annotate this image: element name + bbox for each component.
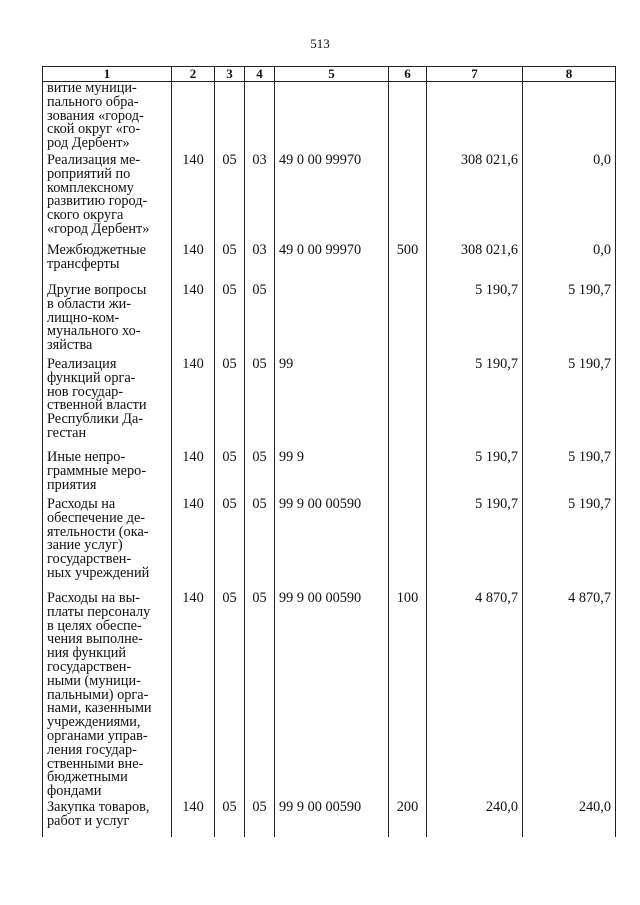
cell-col4: 03: [245, 242, 275, 282]
cell-col8: 5 190,7: [523, 496, 616, 590]
row-name: Реализация ме- роприятий по комплексному развитию город- ского округа «город Дербент»: [43, 152, 172, 242]
cell-col5: 99 9 00 00590: [275, 496, 389, 590]
column-header: 5: [275, 67, 389, 82]
cell-col7: 5 190,7: [427, 449, 523, 496]
cell-col3: 05: [215, 242, 245, 282]
cell-col8: 5 190,7: [523, 449, 616, 496]
cell-col2: 140: [172, 282, 215, 356]
cell-col3: 05: [215, 356, 245, 449]
cell-col7: 5 190,7: [427, 496, 523, 590]
cell-col5: 99 9 00 00590: [275, 799, 389, 837]
row-name: витие муници- пального обра- зования «город- ской округ «го- род Дербент»: [43, 82, 172, 153]
cell-col3: 05: [215, 282, 245, 356]
cell-col6: [389, 496, 427, 590]
column-header: 1: [43, 67, 172, 82]
column-header: 6: [389, 67, 427, 82]
table-row: [43, 799, 616, 837]
cell-col5: 99: [275, 356, 389, 449]
cell-col3: 05: [215, 496, 245, 590]
table-row: [43, 449, 616, 496]
cell-col7: [427, 82, 523, 153]
cell-col6: [389, 152, 427, 242]
column-header: 2: [172, 67, 215, 82]
cell-col2: [172, 82, 215, 153]
table-row: [43, 496, 616, 590]
row-name: Расходы на обеспечение де- ятельности (ока- зание услуг) государствен- ных учреждений: [43, 496, 172, 590]
cell-col4: 03: [245, 152, 275, 242]
cell-col3: 05: [215, 799, 245, 837]
cell-col7: 5 190,7: [427, 356, 523, 449]
cell-col3: [215, 82, 245, 153]
row-name: Расходы на вы- платы персоналу в целях обеспе- чения выполне- ния функций государствен- ными (муници- пальными) орга- нами, казенными учреждениями, органами управ- ления государ- ственными вне- бюджетными фондами: [43, 590, 172, 799]
cell-col8: 0,0: [523, 152, 616, 242]
cell-col7: 5 190,7: [427, 282, 523, 356]
table-row: [43, 356, 616, 449]
cell-col6: [389, 356, 427, 449]
cell-col2: 140: [172, 799, 215, 837]
cell-col6: 100: [389, 590, 427, 799]
cell-col8: [523, 82, 616, 153]
cell-col3: 05: [215, 590, 245, 799]
table-row: [43, 242, 616, 282]
cell-col4: 05: [245, 590, 275, 799]
cell-col6: [389, 449, 427, 496]
column-header: 8: [523, 67, 616, 82]
cell-col2: 140: [172, 356, 215, 449]
cell-col2: 140: [172, 496, 215, 590]
cell-col7: 308 021,6: [427, 152, 523, 242]
cell-col6: 500: [389, 242, 427, 282]
table-row: [43, 282, 616, 356]
cell-col8: 4 870,7: [523, 590, 616, 799]
table-row: [43, 82, 616, 153]
row-name: Межбюджетные трансферты: [43, 242, 172, 282]
cell-col4: 05: [245, 496, 275, 590]
cell-col3: 05: [215, 152, 245, 242]
cell-col4: 05: [245, 799, 275, 837]
row-name: Иные непро- граммные меро- приятия: [43, 449, 172, 496]
cell-col8: 0,0: [523, 242, 616, 282]
row-name: Другие вопросы в области жи- лищно-ком- мунального хо- зяйства: [43, 282, 172, 356]
cell-col4: 05: [245, 356, 275, 449]
cell-col5: [275, 282, 389, 356]
cell-col5: 49 0 00 99970: [275, 152, 389, 242]
cell-col7: 308 021,6: [427, 242, 523, 282]
cell-col8: 5 190,7: [523, 356, 616, 449]
row-name: Закупка товаров, работ и услуг: [43, 799, 172, 837]
column-header: 3: [215, 67, 245, 82]
cell-col4: [245, 82, 275, 153]
cell-col3: 05: [215, 449, 245, 496]
cell-col2: 140: [172, 590, 215, 799]
cell-col5: 49 0 00 99970: [275, 242, 389, 282]
cell-col4: 05: [245, 282, 275, 356]
cell-col5: 99 9: [275, 449, 389, 496]
column-header: 7: [427, 67, 523, 82]
cell-col6: [389, 282, 427, 356]
table-row: [43, 590, 616, 799]
table-row: [43, 152, 616, 242]
cell-col6: [389, 82, 427, 153]
cell-col6: 200: [389, 799, 427, 837]
cell-col4: 05: [245, 449, 275, 496]
cell-col5: 99 9 00 00590: [275, 590, 389, 799]
cell-col2: 140: [172, 242, 215, 282]
budget-table: [42, 66, 616, 837]
cell-col8: 5 190,7: [523, 282, 616, 356]
page-number: 513: [310, 36, 330, 51]
cell-col7: 4 870,7: [427, 590, 523, 799]
cell-col7: 240,0: [427, 799, 523, 837]
row-name: Реализация функций орга- нов государ- ственной власти Республики Да- гестан: [43, 356, 172, 449]
column-header: 4: [245, 67, 275, 82]
cell-col5: [275, 82, 389, 153]
cell-col2: 140: [172, 152, 215, 242]
cell-col2: 140: [172, 449, 215, 496]
cell-col8: 240,0: [523, 799, 616, 837]
